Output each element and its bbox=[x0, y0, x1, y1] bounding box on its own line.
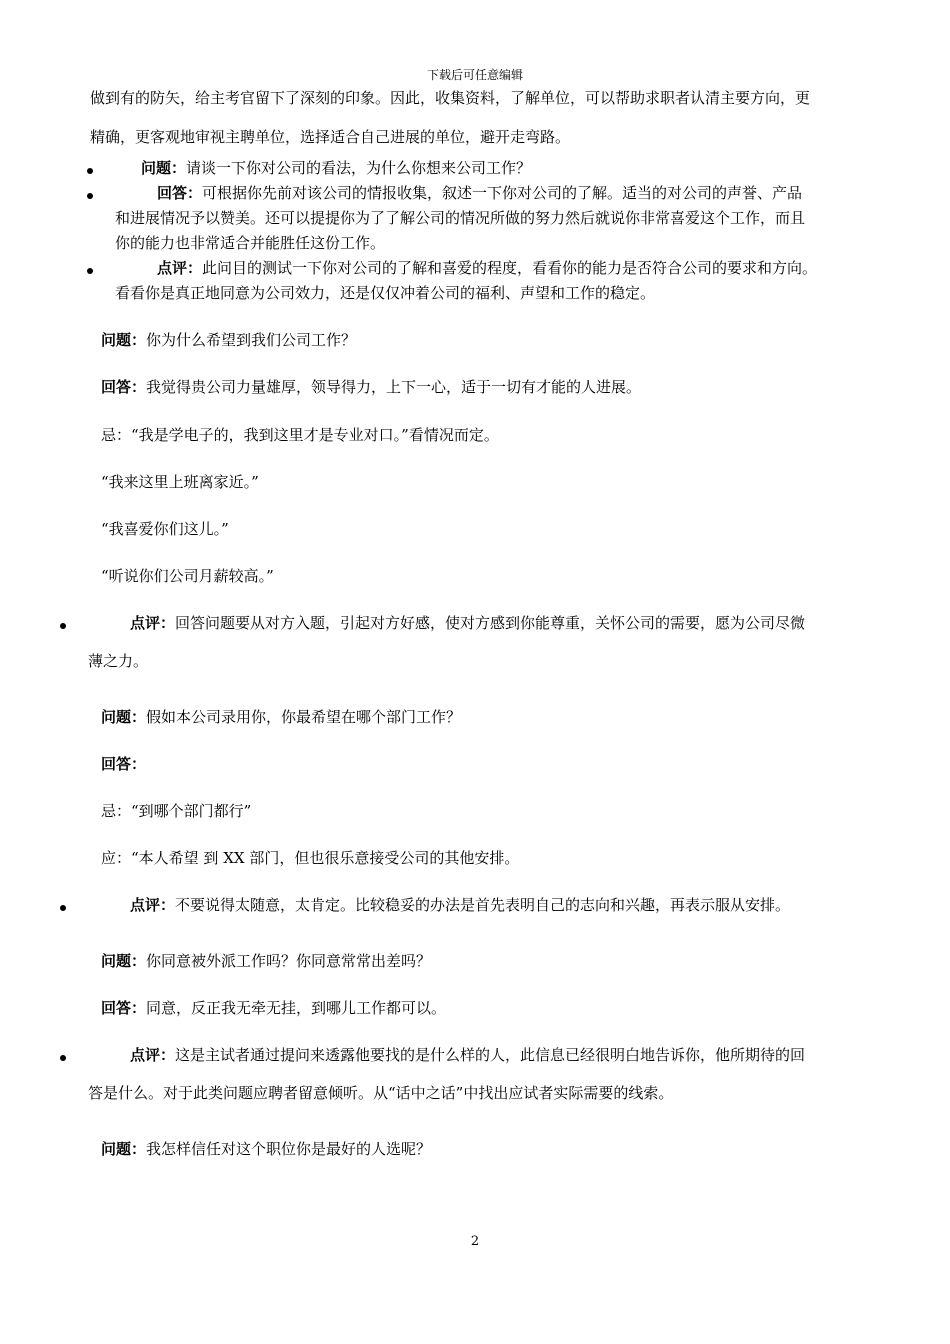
question-4: 问题：你同意被外派工作吗？你同意常常出差吗？ bbox=[101, 952, 432, 970]
avoid-2-3: “我喜爱你们这儿。” bbox=[101, 520, 229, 538]
bullet-icon bbox=[60, 623, 66, 629]
page-number: 2 bbox=[470, 1234, 480, 1249]
question-5: 问题：我怎样信任对这个职位你是最好的人选呢？ bbox=[101, 1140, 432, 1158]
comment-3: 点评：不要说得太随意，太肯定。比较稳妥的办法是首先表明自己的志向和兴趣，再表示服从安排。 bbox=[130, 896, 791, 914]
answer-4: 回答：同意，反正我无牵无挂，到哪儿工作都可以。 bbox=[101, 999, 447, 1017]
answer-1-line-2: 和进展情况予以赞美。还可以提提你为了了解公司的情况所做的努力然后就说你非常喜爱这个工作，而且 bbox=[115, 209, 806, 227]
bullet-icon bbox=[87, 268, 93, 274]
intro-line-2: 精确，更客观地审视主聘单位，选择适合自己进展的单位，避开走弯路。 bbox=[90, 128, 571, 146]
question-1: 问题：请谈一下你对公司的看法，为什么你想来公司工作？ bbox=[141, 159, 532, 177]
question-3: 问题：假如本公司录用你，你最希望在哪个部门工作？ bbox=[101, 708, 462, 726]
page-header: 下载后可任意编辑 bbox=[426, 68, 523, 82]
comment-1-line-1: 点评：此问目的测试一下你对公司的了解和喜爱的程度，看看你的能力是否符合公司的要求和方向。 bbox=[157, 259, 818, 277]
bullet-icon bbox=[60, 905, 66, 911]
bullet-icon bbox=[87, 168, 93, 174]
avoid-2-2: “我来这里上班离家近。” bbox=[101, 473, 259, 491]
bullet-icon bbox=[87, 193, 93, 199]
answer-2: 回答：我觉得贵公司力量雄厚，领导得力，上下一心，适于一切有才能的人进展。 bbox=[101, 378, 642, 396]
intro-line-1: 做到有的防矢，给主考官留下了深刻的印象。因此，收集资料，了解单位，可以帮助求职者认清主要方向，更 bbox=[90, 89, 811, 107]
should-3: 应：“本人希望 到 XX 部门，但也很乐意接受公司的其他安排。 bbox=[101, 849, 520, 867]
avoid-3: 忌：“到哪个部门都行” bbox=[101, 802, 252, 820]
comment-1-line-2: 看看你是真正地同意为公司效力，还是仅仅冲着公司的福利、声望和工作的稳定。 bbox=[115, 284, 656, 302]
comment-4-line-2: 答是什么。对于此类问题应聘者留意倾听。从“话中之话”中找出应试者实际需要的线索。 bbox=[88, 1084, 674, 1102]
answer-1-line-3: 你的能力也非常适合并能胜任这份工作。 bbox=[115, 234, 386, 252]
comment-2-line-1: 点评：回答问题要从对方入题，引起对方好感，使对方感到你能尊重，关怀公司的需要，愿为公司尽微 bbox=[130, 614, 806, 632]
comment-2-line-2: 薄之力。 bbox=[88, 652, 149, 670]
question-2: 问题：你为什么希望到我们公司工作？ bbox=[101, 331, 357, 349]
avoid-2-1: 忌：“我是学电子的，我到这里才是专业对口。”看情况而定。 bbox=[101, 426, 499, 444]
answer-1-line-1: 回答：可根据你先前对该公司的情报收集，叙述一下你对公司的了解。适当的对公司的声誉、产品 bbox=[157, 184, 803, 202]
bullet-icon bbox=[60, 1055, 66, 1061]
avoid-2-4: “听说你们公司月薪较高。” bbox=[101, 567, 274, 585]
answer-3-label: 回答： bbox=[101, 755, 147, 773]
comment-4-line-1: 点评：这是主试者通过提问来透露他要找的是什么样的人，此信息已经很明白地告诉你，他所期待的回 bbox=[130, 1046, 806, 1064]
